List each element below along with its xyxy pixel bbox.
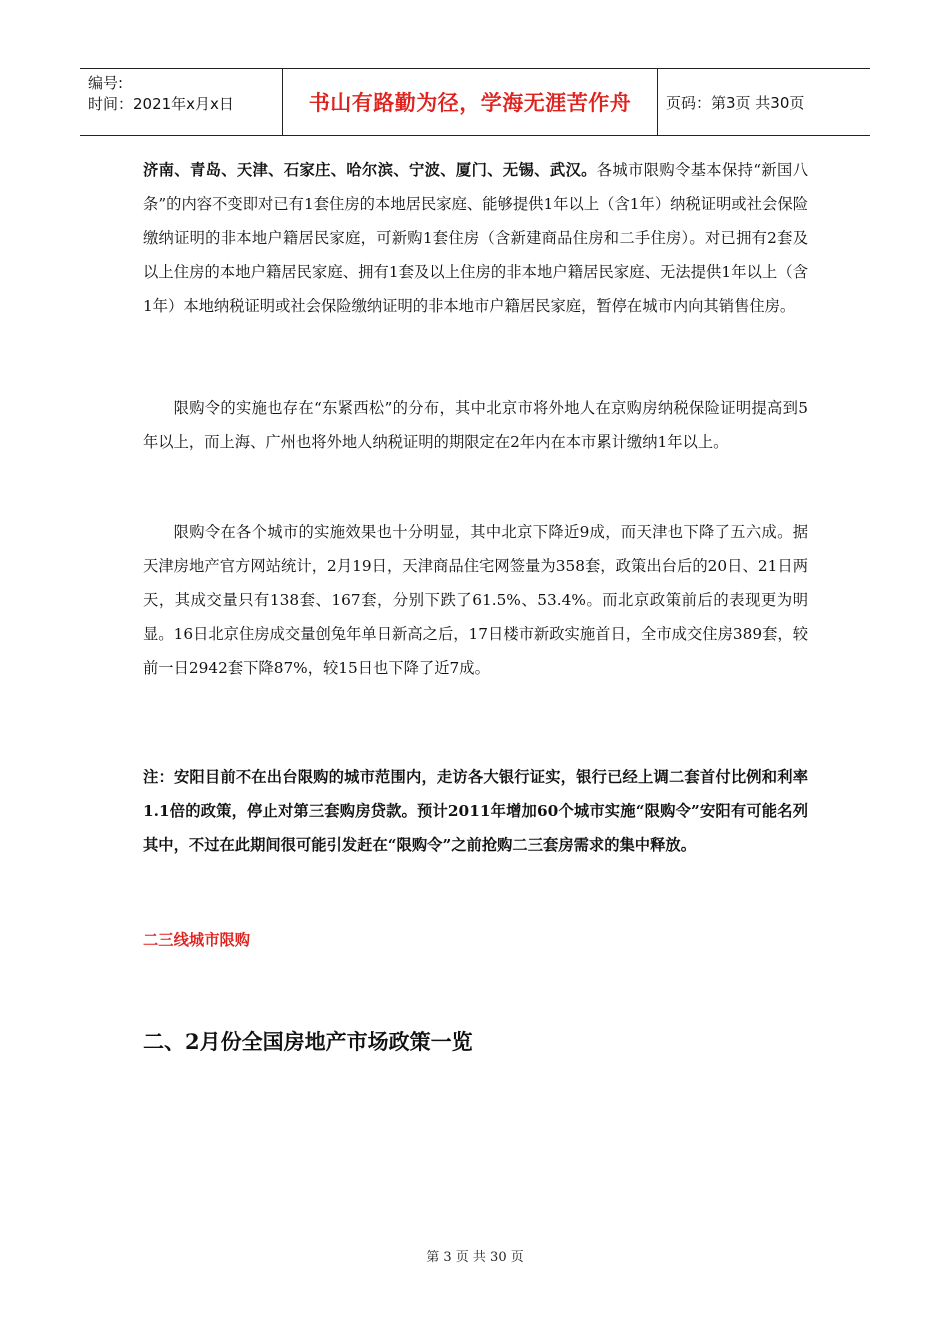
section-title-block	[143, 1026, 808, 1056]
header-left-cell	[80, 69, 282, 135]
note-block	[143, 760, 808, 862]
red-link-block	[143, 928, 808, 950]
tier-2-3-city-restriction-link[interactable]: 二三线城市限购	[143, 931, 251, 949]
number-label: 编号:	[88, 74, 124, 92]
time-label: 时间：2021年x月x日	[88, 95, 234, 113]
footer-page-number: 第 3 页 共 30 页	[426, 1250, 524, 1265]
paragraph-3-text: 限购令在各个城市的实施效果也十分明显，其中北京下降近9成，而天津也下降了五六成。据天津房地产官方网站统计，2月19日，天津商品住宅网签量为358套，政策出台后的20日、21日两天，其成交量只有138套、167套，分别下跌了61.5%、53.4%。而北京政策前后的表现更为明显。16日北京住房成交量创兔年单日新高之后，17日楼市新政实施首日，全市成交住房389套，较前一日2942套下降87%，较15日也下降了近7成。	[143, 523, 808, 677]
header-table	[80, 68, 870, 136]
paragraph-1-text: 各城市限购令基本保持“新国八条”的内容不变即对已有1套住房的本地居民家庭、能够提供1年以上（含1年）纳税证明或社会保险缴纳证明的非本地户籍居民家庭，可新购1套住房（含新建商品住房和二手住房）。对已拥有2套及以上住房的本地户籍居民家庭、拥有1套及以上住房的非本地户籍居民家庭、无法提供1年以上（含1年）本地纳税证明或社会保险缴纳证明的非本地市户籍居民家庭，暂停在城市内向其销售住房。	[143, 161, 808, 315]
paragraph-3	[143, 515, 808, 685]
header-motto-cell	[282, 69, 658, 135]
page-footer	[0, 1246, 950, 1265]
motto-text: 书山有路勤为径，学海无涯苦作舟	[308, 91, 632, 115]
page-label: 页码：第3页 共30页	[666, 93, 805, 112]
note-text: 注：安阳目前不在出台限购的城市范围内，走访各大银行证实，银行已经上调二套首付比例和利率1.1倍的政策，停止对第三套购房贷款。预计2011年增加60个城市实施“限购令”安阳有可能名列其中，不过在此期间很可能引发赶在“限购令”之前抢购二三套房需求的集中释放。	[143, 768, 808, 854]
paragraph-2	[143, 391, 808, 459]
paragraph-1	[143, 153, 808, 323]
city-list: 济南、青岛、天津、石家庄、哈尔滨、宁波、厦门、无锡、武汉。	[143, 161, 597, 179]
section-title: 二、2月份全国房地产市场政策一览	[143, 1029, 473, 1054]
header-page-cell	[658, 69, 870, 135]
paragraph-2-text: 限购令的实施也存在“东紧西松”的分布，其中北京市将外地人在京购房纳税保险证明提高到5年以上，而上海、广州也将外地人纳税证明的期限定在2年内在本市累计缴纳1年以上。	[143, 399, 808, 451]
